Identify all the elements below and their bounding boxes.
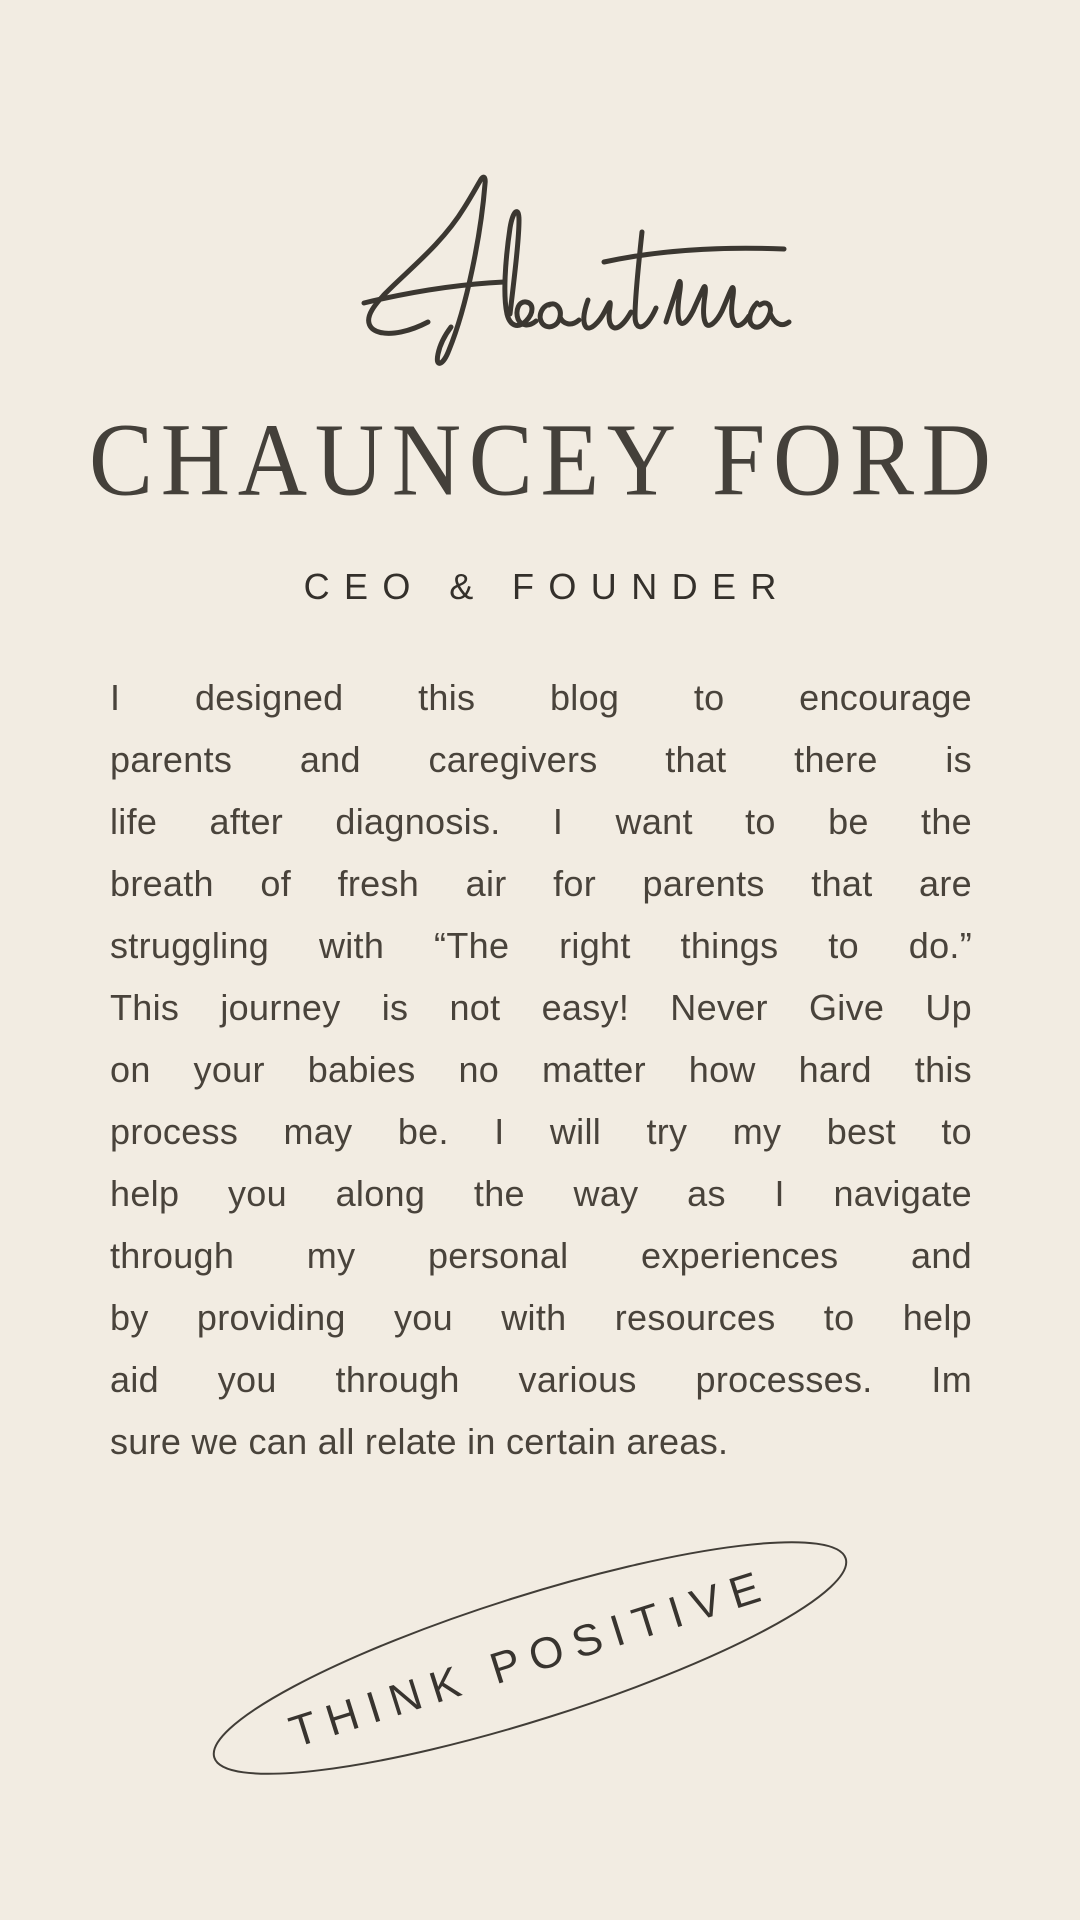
bio-line: through my personal experiences and [110, 1235, 972, 1276]
bio-line: life after diagnosis. I want to be the [110, 801, 972, 842]
bio-line: breath of fresh air for parents that are [110, 863, 972, 904]
bio-line: This journey is not easy! Never Give Up [110, 987, 972, 1028]
bio-line: struggling with “The right things to do.” [110, 925, 972, 966]
bio-line: process may be. I will try my best to [110, 1111, 972, 1152]
think-positive-drawing [158, 1526, 902, 1810]
bio-line: aid you through various processes. Im [110, 1359, 972, 1400]
role-subheading: CEO & FOUNDER [303, 566, 791, 607]
name-heading: CHAUNCEY FORD [88, 401, 999, 518]
badge-label: THINK POSITIVE [283, 1559, 777, 1758]
about-me-script-drawing [345, 172, 795, 387]
bio-line: by providing you with resources to help [110, 1297, 972, 1338]
bio-line: on your babies no matter how hard this [110, 1049, 972, 1090]
bio-line: parents and caregivers that there is [110, 739, 972, 780]
think-positive-badge [158, 1526, 902, 1810]
script-heading [345, 172, 795, 387]
bio-line: I designed this blog to encourage [110, 677, 972, 718]
bio-paragraph [110, 667, 972, 1473]
bio-line: help you along the way as I navigate [110, 1173, 972, 1214]
bio-line: sure we can all relate in certain areas. [110, 1421, 729, 1462]
